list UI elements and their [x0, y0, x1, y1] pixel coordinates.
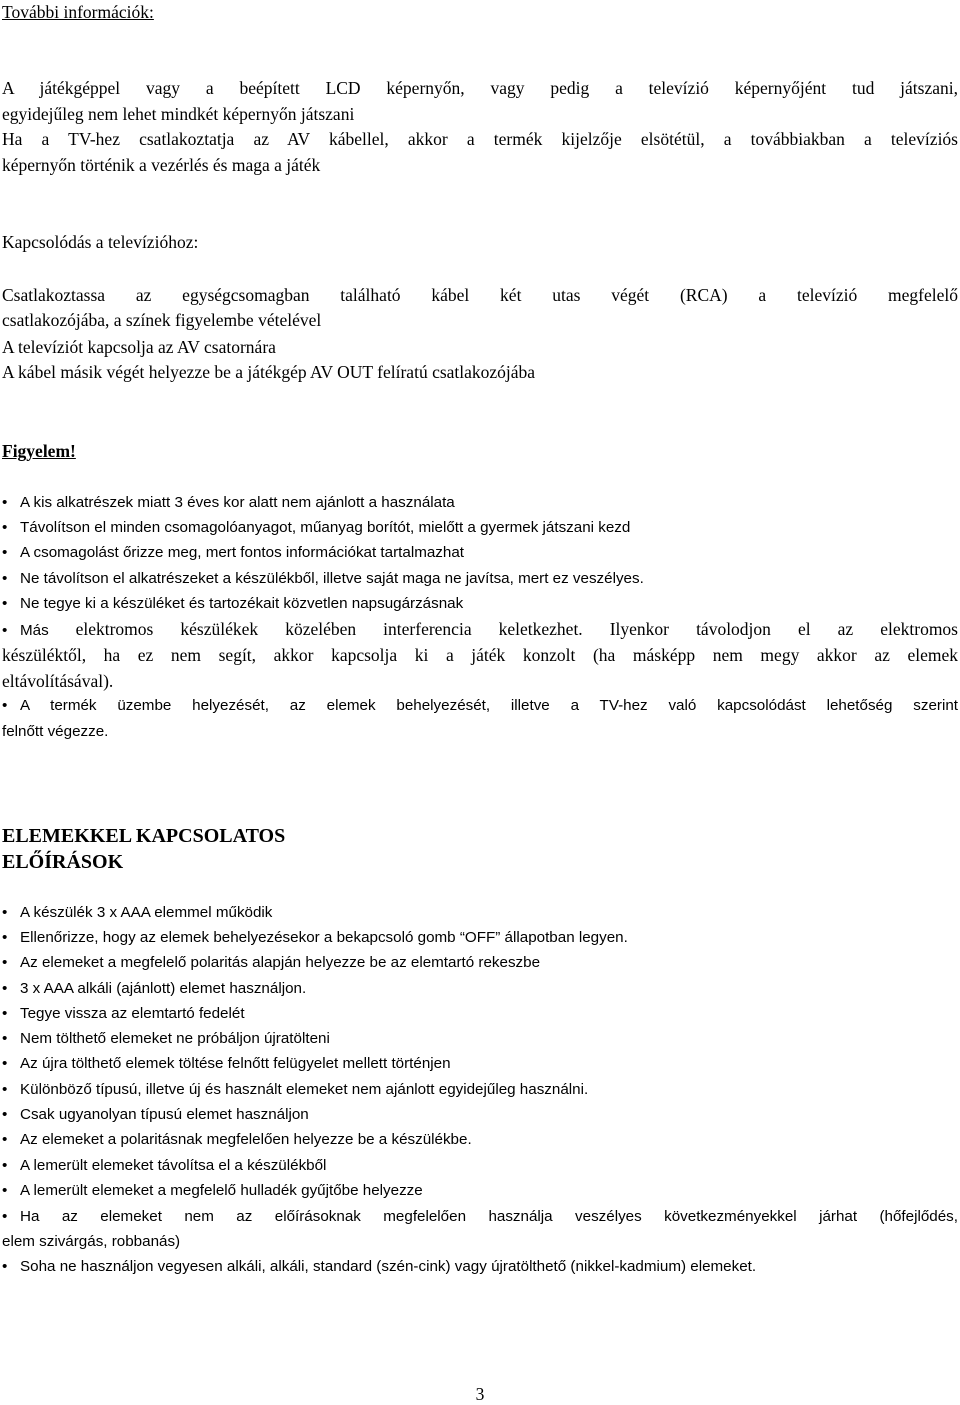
- bullet-icon: •: [2, 1055, 8, 1072]
- bullet-icon: •: [2, 1157, 8, 1174]
- section-title: További információk:: [2, 2, 154, 22]
- battery-text: Csak ugyanolyan típusú elemet használjon: [20, 1106, 309, 1123]
- bullet-icon: •: [2, 622, 8, 639]
- battery-item: [2, 1006, 958, 1021]
- interference-text: elektromos készülékek közelében interferencia keletkezhet. Ilyenkor távolodjon el az elektromos: [75, 619, 958, 639]
- battery-item: [2, 930, 958, 945]
- battery-item: [2, 981, 958, 996]
- battery-text: Az elemeket a polaritásnak megfelelően helyezze be a készülékbe.: [20, 1131, 472, 1148]
- battery-text: 3 x AAA alkáli (ajánlott) elemet használjon.: [20, 980, 307, 997]
- battery-heading-line-1: ELEMEKKEL KAPCSOLATOS: [2, 825, 286, 847]
- battery-long-text: Ha az elemeket nem az előírásoknak megfelelően használja veszélyes következményekkel járhat (hőfejlődés,: [20, 1208, 958, 1225]
- battery-item: [2, 905, 958, 920]
- warning-heading: Figyelem!: [2, 441, 76, 461]
- battery-item: [2, 1082, 958, 1097]
- warning-text: A kis alkatrészek miatt 3 éves kor alatt nem ajánlott a használata: [20, 494, 455, 511]
- battery-item: [2, 1031, 958, 1046]
- battery-text: Különböző típusú, illetve új és használt elemeket nem ajánlott egyidejűleg használni.: [20, 1081, 589, 1098]
- warning-item: [2, 520, 958, 535]
- intro-line-3: Ha a TV-hez csatlakoztatja az AV kábellel, akkor a termék kijelzője elsötétül, a továbbiakban a televíziós: [2, 129, 958, 149]
- tv-line-1: Csatlakoztassa az egységcsomagban található kábel két utas végét (RCA) a televízió megfelelő: [2, 285, 958, 305]
- bullet-icon: •: [2, 494, 8, 511]
- bullet-icon: •: [2, 929, 8, 946]
- bullet-icon: •: [2, 1131, 8, 1148]
- interference-line-3: eltávolításával).: [2, 671, 114, 691]
- bullet-icon: •: [2, 1258, 8, 1275]
- battery-text: Ellenőrizze, hogy az elemek behelyezésekor a bekapcsoló gomb “OFF” állapotban legyen.: [20, 929, 628, 946]
- interference-line-1: [2, 621, 958, 639]
- warning-item: [2, 495, 958, 510]
- battery-text: Az elemeket a megfelelő polaritás alapján helyezze be az elemtartó rekeszbe: [20, 954, 541, 971]
- battery-long-line-2: elem szivárgás, robbanás): [2, 1233, 181, 1250]
- bullet-icon: •: [2, 954, 8, 971]
- battery-heading-line-2: ELŐÍRÁSOK: [2, 851, 124, 873]
- warning-text: A csomagolást őrizze meg, mert fontos információkat tartalmazhat: [20, 544, 464, 561]
- warning-item: [2, 596, 958, 611]
- setup-text: A termék üzembe helyezését, az elemek behelyezését, illetve a TV-hez való kapcsolódást lehetőség szerint: [20, 697, 958, 714]
- battery-text: Az újra tölthető elemek töltése felnőtt felügyelet mellett történjen: [20, 1055, 451, 1072]
- page-number: 3: [475, 1384, 485, 1404]
- bullet-icon: •: [2, 544, 8, 561]
- battery-item-last: [2, 1259, 958, 1274]
- bullet-icon: •: [2, 980, 8, 997]
- bullet-icon: •: [2, 1081, 8, 1098]
- warning-text: Ne távolítson el alkatrészeket a készülékből, illetve saját maga ne javítsa, mert ez veszélyes.: [20, 570, 644, 587]
- bullet-icon: •: [2, 1005, 8, 1022]
- bullet-icon: •: [2, 1208, 8, 1225]
- bullet-icon: •: [2, 697, 8, 714]
- bullet-icon: •: [2, 1182, 8, 1199]
- battery-long-line-1: [2, 1209, 958, 1224]
- battery-item: [2, 1132, 958, 1147]
- bullet-icon: •: [2, 1106, 8, 1123]
- intro-line-4: képernyőn történik a vezérlés és maga a játék: [2, 155, 321, 175]
- tv-heading: Kapcsolódás a televízióhoz:: [2, 232, 199, 252]
- tv-line-3: A televíziót kapcsolja az AV csatornára: [2, 337, 276, 357]
- battery-item: [2, 1158, 958, 1173]
- bullet-icon: •: [2, 1030, 8, 1047]
- interference-line-2: készüléktől, ha ez nem segít, akkor kapcsolja ki a játék konzolt (ha másképp nem megy akkor az elemek: [2, 645, 958, 665]
- bullet-icon: •: [2, 570, 8, 587]
- battery-text: A lemerült elemeket a megfelelő hulladék gyűjtőbe helyezze: [20, 1182, 423, 1199]
- setup-line-2: felnőtt végezze.: [2, 723, 109, 740]
- battery-item: [2, 1107, 958, 1122]
- battery-text: Tegye vissza az elemtartó fedelét: [20, 1005, 245, 1022]
- tv-line-4: A kábel másik végét helyezze be a játékgép AV OUT felíratú csatlakozójába: [2, 362, 536, 382]
- battery-text: Nem tölthető elemeket ne próbáljon újratölteni: [20, 1030, 330, 1047]
- intro-line-1: A játékgéppel vagy a beépített LCD képernyőn, vagy pedig a televízió képernyőjént tud játszani,: [2, 78, 958, 98]
- battery-text: A lemerült elemeket távolítsa el a készülékből: [20, 1157, 327, 1174]
- warning-item: [2, 571, 958, 586]
- setup-line-1: [2, 698, 958, 713]
- bullet-icon: •: [2, 904, 8, 921]
- warning-item: [2, 545, 958, 560]
- interference-lead: Más: [20, 622, 76, 639]
- bullet-icon: •: [2, 595, 8, 612]
- tv-line-2: csatlakozójába, a színek figyelembe vételével: [2, 310, 322, 330]
- battery-text: A készülék 3 x AAA elemmel működik: [20, 904, 273, 921]
- battery-item: [2, 1183, 958, 1198]
- bullet-icon: •: [2, 519, 8, 536]
- intro-line-2: egyidejűleg nem lehet mindkét képernyőn játszani: [2, 104, 355, 124]
- warning-text: Távolítson el minden csomagolóanyagot, műanyag borítót, mielőtt a gyermek játszani kezd: [20, 519, 631, 536]
- battery-item: [2, 1056, 958, 1071]
- battery-text: Soha ne használjon vegyesen alkáli, alkáli, standard (szén-cink) vagy újratölthető (nikkel-kadmium) elemeket.: [20, 1258, 757, 1275]
- battery-item: [2, 955, 958, 970]
- warning-text: Ne tegye ki a készüléket és tartozékait közvetlen napsugárzásnak: [20, 595, 464, 612]
